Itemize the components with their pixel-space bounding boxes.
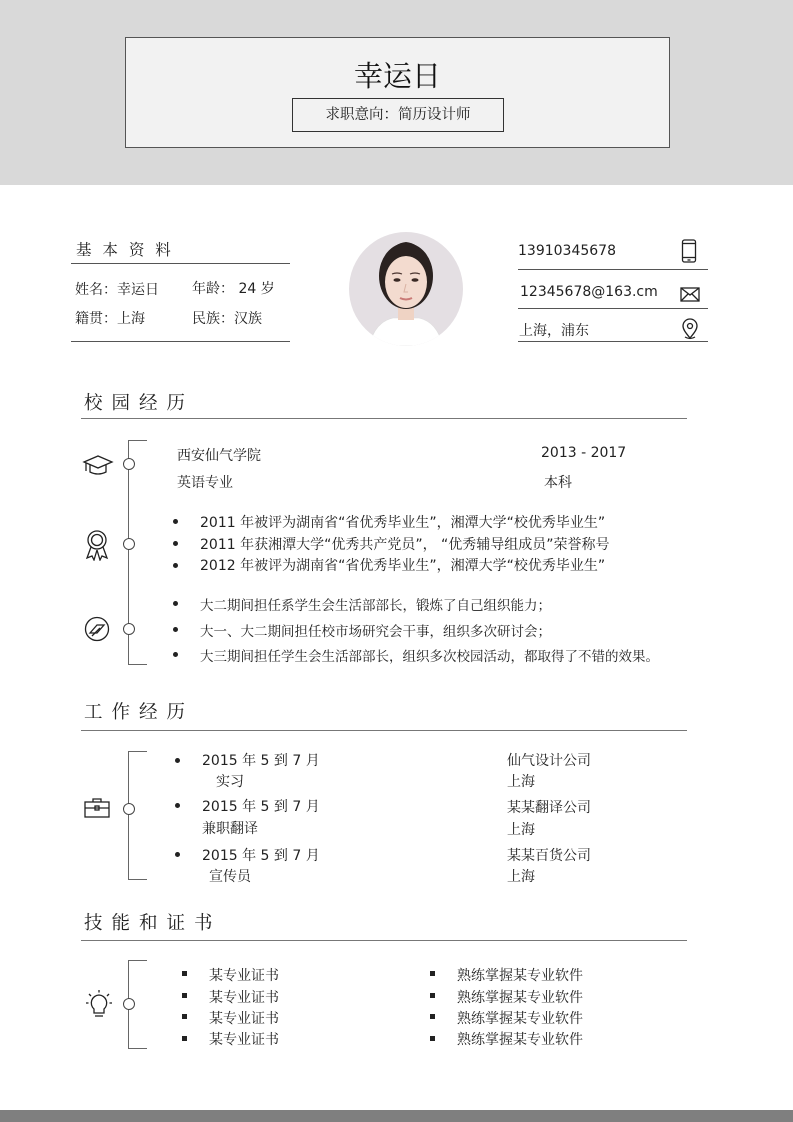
footer-bar: [0, 1110, 793, 1122]
work-role: 实习: [216, 774, 244, 790]
email-address: 12345678@163.cm: [520, 284, 658, 300]
work-city: 上海: [507, 822, 535, 838]
age-field: 年龄： 24 岁: [192, 281, 275, 297]
square-bullet: [182, 1036, 187, 1041]
software-item: 熟练掌握某专业软件: [457, 1032, 583, 1048]
campus-section-title: 校园经历: [84, 393, 195, 414]
phone-divider: [518, 269, 708, 270]
cert-item: 某专业证书: [209, 1032, 279, 1048]
address-divider: [518, 341, 708, 342]
bullet: [173, 601, 178, 606]
work-date: 2015 年 5 到 7 月: [202, 848, 320, 864]
square-bullet: [182, 993, 187, 998]
skills-section-title: 技能和证书: [84, 913, 222, 934]
job-intent-box: [292, 98, 504, 132]
cert-item: 某专业证书: [209, 990, 279, 1006]
bullet: [175, 803, 180, 808]
name-field: 姓名：幸运日: [75, 282, 159, 298]
school-name: 西安仙气学院: [177, 448, 261, 464]
timeline-dot: [123, 803, 135, 815]
email-divider: [518, 308, 708, 309]
work-section-title: 工作经历: [84, 702, 195, 723]
basic-info-divider: [71, 263, 290, 264]
work-date: 2015 年 5 到 7 月: [202, 799, 320, 815]
work-city: 上海: [507, 869, 535, 885]
software-item: 熟练掌握某专业软件: [457, 968, 583, 984]
compass-icon: [84, 616, 110, 646]
ethnic-field: 民族：汉族: [192, 311, 262, 327]
phone-number: 13910345678: [518, 243, 616, 259]
basic-info-title: 基 本 资 料: [76, 241, 174, 259]
bullet: [173, 541, 178, 546]
software-item: 熟练掌握某专业软件: [457, 1011, 583, 1027]
square-bullet: [182, 971, 187, 976]
origin-field: 籍贯：上海: [75, 311, 145, 327]
work-timeline: [128, 751, 129, 879]
school-years: 2013 - 2017: [541, 445, 627, 461]
honor-item: 2011 年被评为湖南省“省优秀毕业生”，湘潭大学“校优秀毕业生”: [200, 515, 606, 531]
timeline-dot: [123, 623, 135, 635]
award-icon: [84, 529, 110, 565]
bullet: [173, 519, 178, 524]
work-timeline-top-cap: [128, 751, 147, 752]
software-item: 熟练掌握某专业软件: [457, 990, 583, 1006]
cert-item: 某专业证书: [209, 968, 279, 984]
work-company: 某某百货公司: [507, 848, 591, 864]
activity-item: 大二期间担任系学生会生活部部长，锻炼了自己组织能力；: [200, 598, 551, 614]
timeline-dot: [123, 538, 135, 550]
campus-timeline-top-cap: [128, 440, 147, 441]
bullet: [173, 563, 178, 568]
campus-timeline-bottom-cap: [128, 664, 147, 665]
square-bullet: [430, 993, 435, 998]
square-bullet: [430, 1036, 435, 1041]
skills-timeline-top-cap: [128, 960, 147, 961]
bullet: [173, 652, 178, 657]
cert-item: 某专业证书: [209, 1011, 279, 1027]
square-bullet: [430, 1014, 435, 1019]
briefcase-icon: [84, 797, 110, 823]
address: 上海，浦东: [519, 323, 589, 339]
job-intent: 求职意向：简历设计师: [325, 107, 471, 123]
work-date: 2015 年 5 到 7 月: [202, 753, 320, 769]
campus-divider: [81, 418, 687, 419]
degree: 本科: [544, 475, 572, 491]
candidate-name: 幸运日: [353, 59, 441, 93]
bullet: [175, 758, 180, 763]
work-company: 仙气设计公司: [507, 753, 591, 769]
major: 英语专业: [177, 475, 233, 491]
square-bullet: [182, 1014, 187, 1019]
name-box: [125, 37, 670, 148]
bullet: [173, 627, 178, 632]
lightbulb-icon: [86, 990, 112, 1024]
work-city: 上海: [507, 774, 535, 790]
honor-item: 2011 年获湘潭大学“优秀共产党员”， “优秀辅导组成员”荣誉称号: [200, 537, 610, 553]
graduation-cap-icon: [82, 454, 114, 480]
activity-item: 大一、大二期间担任校市场研究会干事，组织多次研讨会；: [200, 624, 551, 640]
mail-icon: [680, 287, 700, 306]
basic-info-bottom-divider: [71, 341, 290, 342]
work-role: 兼职翻译: [202, 821, 258, 837]
profile-photo: [349, 232, 463, 346]
bullet: [175, 852, 180, 857]
phone-icon: [681, 239, 697, 267]
activity-item: 大三期间担任学生会生活部部长，组织多次校园活动，都取得了不错的效果。: [200, 649, 659, 665]
work-divider: [81, 730, 687, 731]
square-bullet: [430, 971, 435, 976]
skills-divider: [81, 940, 687, 941]
honor-item: 2012 年被评为湖南省“省优秀毕业生”，湘潭大学“校优秀毕业生”: [200, 558, 606, 574]
work-company: 某某翻译公司: [507, 800, 591, 816]
work-timeline-bottom-cap: [128, 879, 147, 880]
timeline-dot: [123, 998, 135, 1010]
work-role: 宣传员: [209, 869, 251, 885]
skills-timeline-bottom-cap: [128, 1048, 147, 1049]
timeline-dot: [123, 458, 135, 470]
